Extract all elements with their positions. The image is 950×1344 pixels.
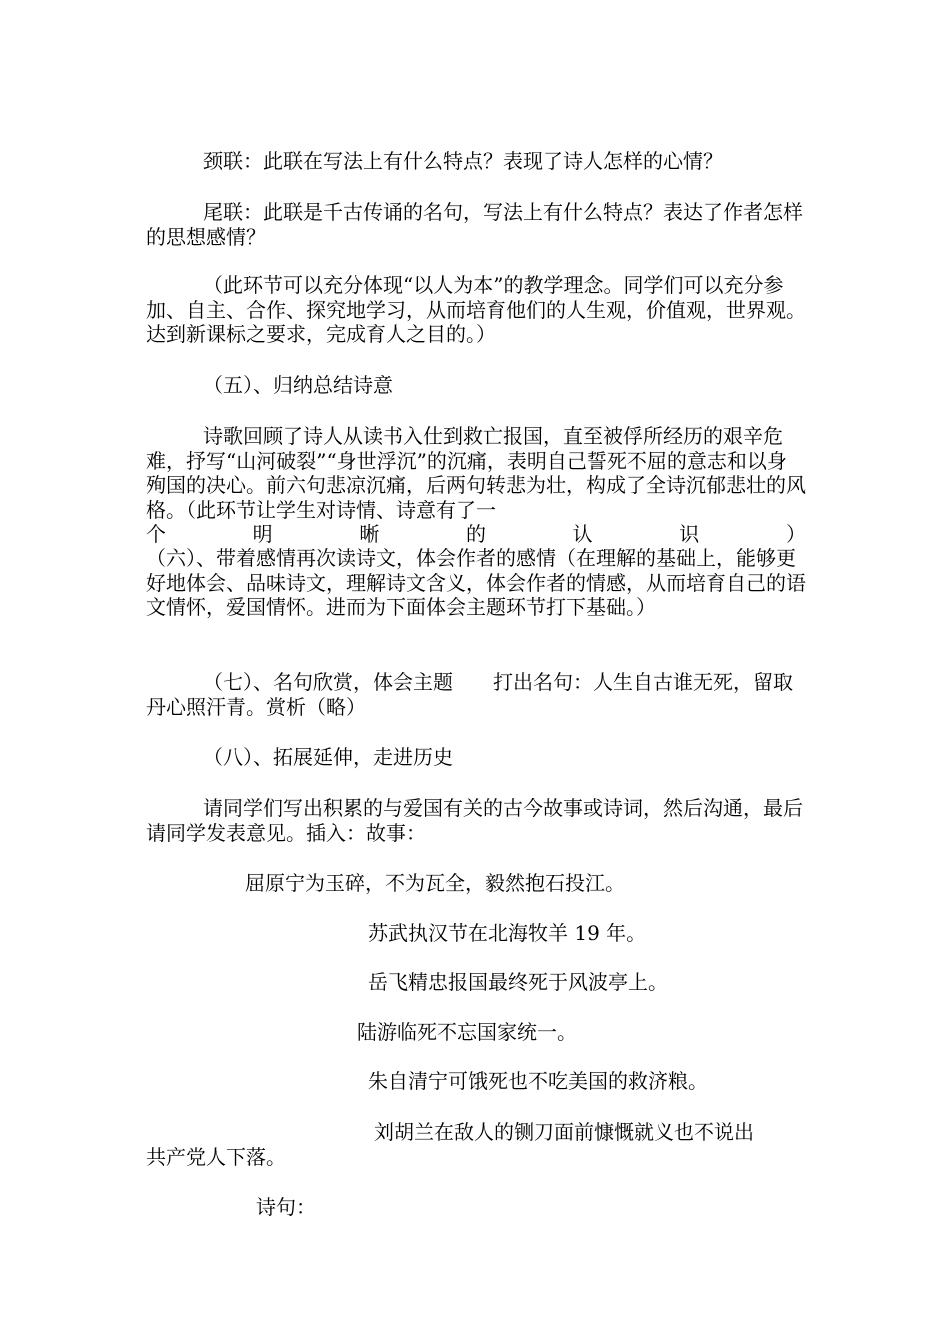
spread-char: 晰	[359, 522, 380, 546]
section-8-title: （八）、拓展延伸，走进历史	[203, 745, 453, 769]
story-item-last-line1: 刘胡兰在敌人的铡刀面前慷慨就义也不说出	[374, 1120, 754, 1144]
spread-char: 认	[572, 522, 593, 546]
section-5-title: （五）、归纳总结诗意	[203, 373, 393, 397]
story-item-last-line2: 共产党人下落。	[146, 1145, 286, 1169]
section-8-body: 请同学们写出积累的与爱国有关的古今故事或诗词，然后沟通，最后请同学发表意见。插入：故事：	[146, 796, 803, 845]
spread-char: 的	[465, 522, 486, 546]
weilian-question: 尾联：此联是千古传诵的名句，写法上有什么特点？表达了作者怎样的思想感情？	[146, 200, 803, 249]
story-item: 朱自清宁可饿死也不吃美国的救济粮。	[368, 1069, 708, 1093]
teaching-note: （此环节可以充分体现“以人为本”的教学理念。同学们可以充分参加、自主、合作、探究地学习，从而培育他们的人生观，价值观，世界观。达到新课标之要求，完成育人之目的。）	[146, 273, 806, 346]
spread-char: ）	[785, 522, 806, 546]
story-item: 屈原宁为玉碎，不为瓦全，毅然抱石投江。	[245, 871, 625, 895]
poems-label: 诗句：	[256, 1195, 316, 1219]
section-7: （七）、名句欣赏，体会主题 打出名句：人生自古谁无死，留取丹心照汗青。赏析（略）	[146, 670, 793, 719]
section-5-body: 诗歌回顾了诗人从读书入仕到救亡报国，直至被俘所经历的艰辛危难，抒写“山河破裂”“身世浮沉”的沉痛，表明自己誓死不屈的意志和以身殉国的决心。前六句悲凉沉痛，后两句转悲为壮，构成了全诗沉郁悲壮的风格。（此环节让学生对诗情、诗意有了一	[146, 424, 806, 522]
section-5-spread-line	[146, 522, 806, 547]
story-item: 苏武执汉节在北海牧羊 19 年。	[368, 921, 647, 945]
spread-char: 识	[679, 522, 700, 546]
section-6: （六）、带着感情再次读诗文，体会作者的感情（在理解的基础上，能够更好地体会、品味诗文，理解诗文含义，体会作者的情感，从而培育自己的语文情怀，爱国情怀。进而为下面体会主题环节打下基础。）	[146, 546, 806, 619]
spread-char: 个	[146, 522, 166, 546]
story-item: 陆游临死不忘国家统一。	[357, 1020, 577, 1044]
spread-char: 明	[252, 522, 273, 546]
jinglian-question: 颈联：此联在写法上有什么特点？表现了诗人怎样的心情？	[203, 149, 723, 173]
story-item: 岳飞精忠报国最终死于风波亭上。	[368, 970, 668, 994]
